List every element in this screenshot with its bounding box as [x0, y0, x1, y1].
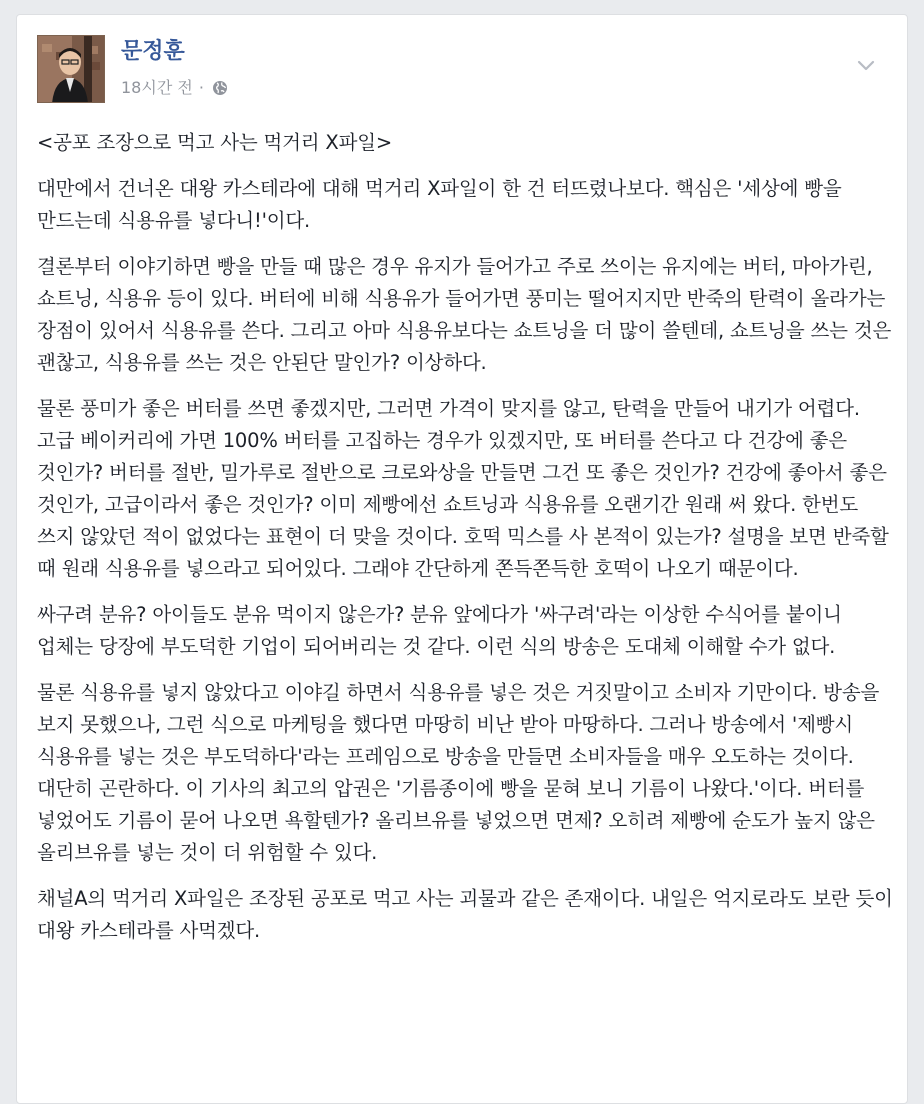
- post-meta: [121, 77, 228, 99]
- chevron-down-icon[interactable]: [857, 57, 875, 69]
- meta-separator: ·: [198, 78, 204, 97]
- post-paragraph: 싸구려 분유? 아이들도 분유 먹이지 않은가? 분유 앞에다가 '싸구려'라는 이상한 수식어를 붙이니 업체는 당장에 부도덕한 기업이 되어버리는 것 같다. 이런 식의 방송은 도대체 이해할 수가 없다.: [37, 603, 842, 658]
- post-header: [37, 35, 897, 107]
- post-timestamp[interactable]: 18시간 전: [121, 78, 193, 97]
- globe-icon[interactable]: [212, 80, 228, 96]
- author-name[interactable]: 문정훈: [121, 39, 185, 64]
- post-title: <공포 조장으로 먹고 사는 먹거리 X파일>: [37, 131, 392, 154]
- post-paragraph: 결론부터 이야기하면 빵을 만들 때 많은 경우 유지가 들어가고 주로 쓰이는 유지에는 버터, 마아가린, 쇼트닝, 식용유 등이 있다. 버터에 비해 식용유가 들어가면 풍미는 떨어지지만 반죽의 탄력이 올라가는 장점이 있어서 식용유를 쓴다. 그리고 아마 식용유보다는 쇼트닝을 더 많이 쓸텐데, 쇼트닝을 쓰는 것은 괜찮고, 식용유를 쓰는 것은 안된단 말인가? 이상하다.: [37, 255, 892, 374]
- post-paragraph: 물론 식용유를 넣지 않았다고 이야길 하면서 식용유를 넣은 것은 거짓말이고 소비자 기만이다. 방송을 보지 못했으나, 그런 식으로 마케팅을 했다면 마땅히 비난 받아 마땅하다. 그러나 방송에서 '제빵시 식용유를 넣는 것은 부도덕하다'라는 프레임으로 방송을 만들면 소비자들을 매우 오도하는 것이다. 대단히 곤란하다. 이 기사의 최고의 압권은 '기름종이에 빵을 묻혀 보니 기름이 나왔다.'이다. 버터를 넣었어도 기름이 묻어 나오면 욕할텐가? 올리브유를 넣었으면 면제? 오히려 제빵에 순도가 높지 않은 올리브유를 넣는 것이 더 위험할 수 있다.: [37, 681, 880, 864]
- post-card: [16, 14, 908, 1104]
- avatar[interactable]: [37, 35, 105, 103]
- post-body: [37, 127, 897, 961]
- post-paragraph: 채널A의 먹거리 X파일은 조장된 공포로 먹고 사는 괴물과 같은 존재이다. 내일은 억지로라도 보란 듯이 대왕 카스테라를 사먹겠다.: [37, 887, 893, 942]
- post-paragraph: 물론 풍미가 좋은 버터를 쓰면 좋겠지만, 그러면 가격이 맞지를 않고, 탄력을 만들어 내기가 어렵다. 고급 베이커리에 가면 100% 버터를 고집하는 경우가 있겠지만, 또 버터를 쓴다고 다 건강에 좋은 것인가? 버터를 절반, 밀가루로 절반으로 크로와상을 만들면 그건 또 좋은 것인가? 건강에 좋아서 좋은 것인가, 고급이라서 좋은 것인가? 이미 제빵에선 쇼트닝과 식용유를 오랜기간 원래 써 왔다. 한번도 쓰지 않았던 적이 없었다는 표현이 더 맞을 것이다. 호떡 믹스를 사 본적이 있는가? 설명을 보면 반죽할 때 원래 식용유를 넣으라고 되어있다. 그래야 간단하게 쫀득쫀득한 호떡이 나오기 때문이다.: [37, 397, 889, 580]
- post-paragraph: 대만에서 건너온 대왕 카스테라에 대해 먹거리 X파일이 한 건 터뜨렸나보다. 핵심은 '세상에 빵을 만드는데 식용유를 넣다니!'이다.: [37, 177, 842, 232]
